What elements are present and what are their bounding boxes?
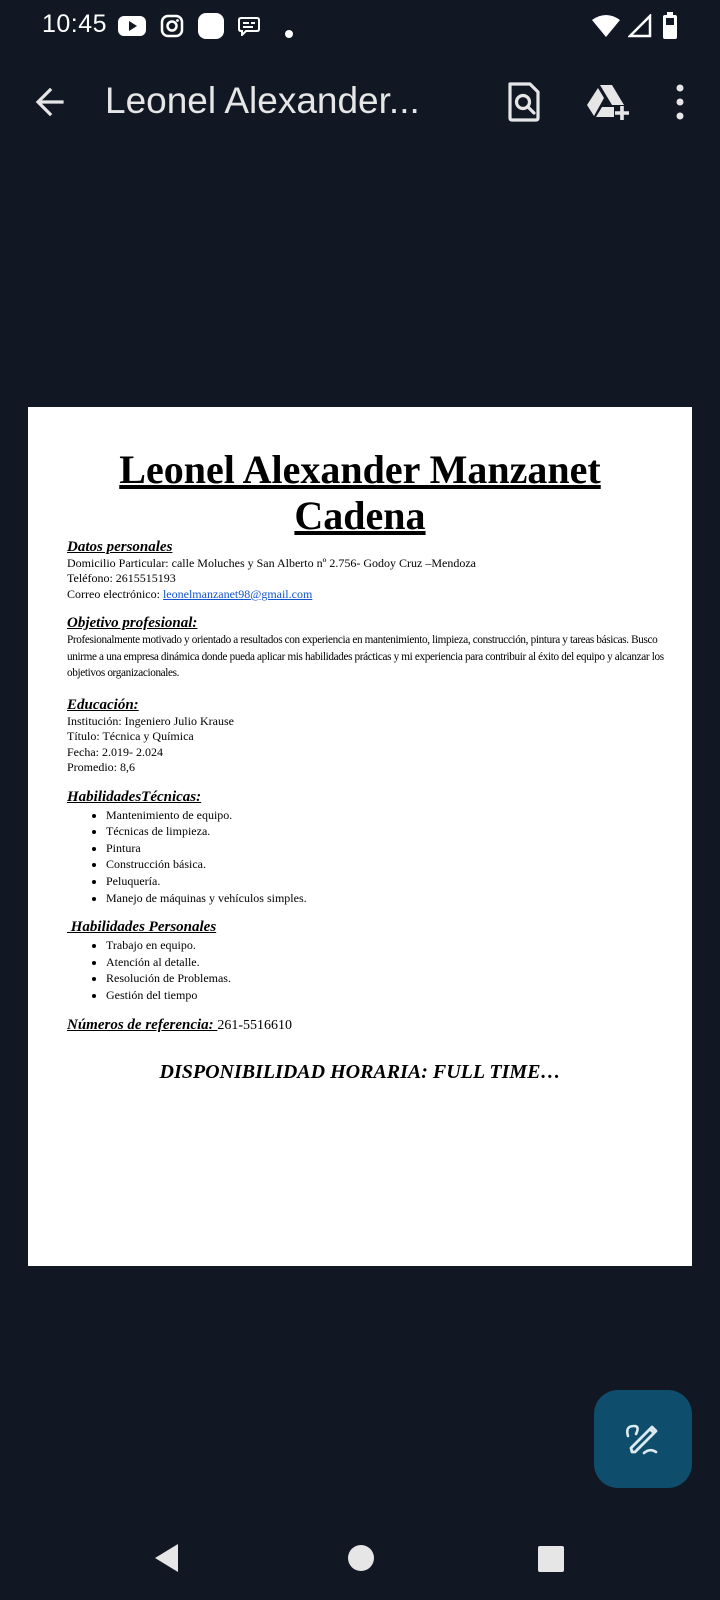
list-item: • Mantenimiento de equipo.	[106, 807, 667, 824]
technical-skills-list	[67, 807, 667, 907]
references-heading: Números de referencia:	[67, 1016, 218, 1033]
status-time: 10:45	[42, 10, 108, 38]
more-vert-icon	[670, 82, 690, 122]
add-to-drive-icon	[586, 84, 630, 120]
education-dates: Fecha: 2.019- 2.024	[67, 744, 163, 759]
title-line-1: Leonel Alexander Manzanet	[119, 447, 601, 492]
personal-skills-heading: Habilidades Personales	[67, 919, 217, 936]
find-in-page-icon	[506, 82, 542, 122]
list-item: • Atención al detalle.	[106, 954, 667, 971]
education-degree: Título: Técnica y Química	[67, 729, 194, 744]
resume-body	[67, 539, 667, 1034]
education-average: Promedio: 8,6	[67, 760, 135, 775]
address-line: Domicilio Particular: calle Moluches y San Alberto nº 2.756- Godoy Cruz –Mendoza	[67, 556, 476, 570]
nav-recents-icon	[537, 1545, 565, 1573]
app-bar	[0, 60, 720, 148]
instagram-icon	[160, 14, 184, 42]
references-line	[67, 1017, 667, 1034]
edit-fab-button[interactable]	[594, 1390, 692, 1488]
document-page	[28, 407, 692, 1266]
personal-skills-list	[67, 937, 667, 1003]
nav-back-button[interactable]	[152, 1542, 182, 1578]
app-icon	[198, 13, 224, 43]
list-item: • Resolución de Problemas.	[106, 970, 667, 987]
list-item: • Manejo de máquinas y vehículos simples.	[106, 890, 667, 907]
education-heading: Educación:	[67, 697, 139, 713]
more-options-button[interactable]	[670, 82, 690, 126]
arrow-back-icon	[32, 84, 68, 120]
list-item: • Trabajo en equipo.	[106, 937, 667, 954]
personal-data-heading: Datos personales	[67, 539, 173, 555]
battery-icon	[662, 12, 678, 44]
dot-icon	[285, 23, 293, 42]
email-label: Correo electrónico:	[67, 586, 163, 601]
education-institution: Institución: Ingeniero Julio Krause	[67, 714, 234, 728]
email-line	[67, 587, 667, 602]
document-title: Leonel Alexander...	[105, 80, 420, 121]
availability-line: DISPONIBILIDAD HORARIA: FULL TIME…	[159, 1061, 561, 1083]
add-to-drive-button[interactable]	[586, 84, 630, 124]
back-button[interactable]	[32, 84, 68, 124]
list-item: • Construcción básica.	[106, 856, 667, 873]
objective-text: Profesionalmente motivado y orientado a resultados con experiencia en mantenimiento, limpieza, construcción, pintura y tareas básicas. Busco unirme a una empresa dinámica donde pueda aplicar mis habilidades prácticas y mi experiencia para contribuir al éxito del equipo y alcanzar los objetivos organizacionales.	[67, 634, 664, 680]
list-item: • Peluquería.	[106, 873, 667, 890]
status-bar	[0, 0, 720, 56]
phone-line: Teléfono: 2615515193	[67, 571, 176, 586]
edit-pen-icon	[594, 1390, 692, 1488]
youtube-icon	[118, 15, 146, 41]
system-nav-bar	[0, 1516, 720, 1600]
nav-home-icon	[347, 1544, 375, 1572]
list-item: • Pintura	[106, 840, 667, 857]
references-value: 261-5516610	[217, 1017, 293, 1033]
title-line-2: Cadena	[294, 493, 426, 538]
list-item: • Gestión del tiempo	[106, 987, 667, 1004]
objective-heading: Objetivo profesional:	[67, 615, 198, 632]
nav-back-icon	[152, 1542, 182, 1574]
list-item: • Técnicas de limpieza.	[106, 823, 667, 840]
email-link[interactable]: leonelmanzanet98@gmail.com	[162, 586, 313, 601]
nav-recents-button[interactable]	[537, 1545, 565, 1577]
resume-title	[28, 447, 692, 539]
signal-icon	[628, 14, 652, 42]
nav-home-button[interactable]	[347, 1544, 375, 1576]
wifi-icon	[592, 14, 620, 42]
find-in-page-button[interactable]	[506, 82, 542, 126]
technical-skills-heading: HabilidadesTécnicas:	[67, 788, 202, 805]
message-icon	[238, 16, 260, 40]
